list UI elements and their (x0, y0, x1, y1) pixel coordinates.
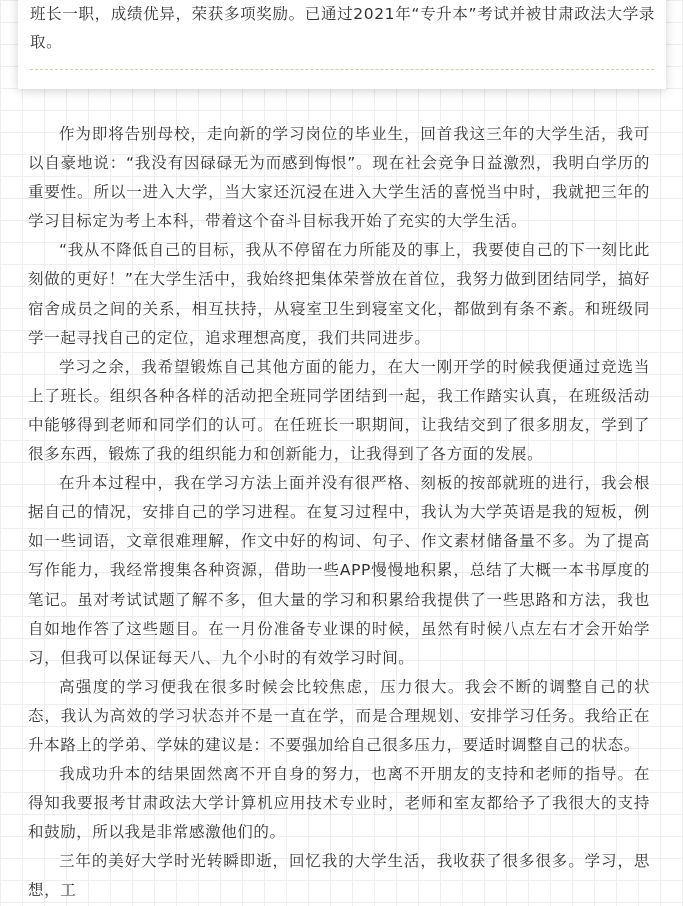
intro-card (18, 0, 666, 89)
paragraph: 在升本过程中，我在学习方法上面并没有很严格、刻板的按部就班的进行，我会根据自己的情况，安排自己的学习进程。在复习过程中，我认为大学英语是我的短板，例如一些词语，文章很难理解，作文中好的构词、句子、作文素材储备量不多。为了提高写作能力，我经常搜集各种资源，借助一些APP慢慢地积累，总结了大概一本书厚度的笔记。虽对考试试题了解不多，但大量的学习和积累给我提供了一些思路和方法，我也自如地作答了这些题目。在一月份准备专业课的时候，虽然有时候八点左右才会开始学习，但我可以保证每天八、九个小时的有效学习时间。 (28, 474, 650, 667)
paragraph: “我从不降低自己的目标，我从不停留在力所能及的事上，我要使自己的下一刻比此刻做的更好！”在大学生活中，我始终把集体荣誉放在首位，我努力做到团结同学，搞好宿舍成员之间的关系，相互扶持，从寝室卫生到寝室文化，都做到有条不紊。和班级同学一起寻找自己的定位，追求理想高度，我们共同进步。 (28, 241, 650, 347)
paragraph: 学习之余，我希望锻炼自己其他方面的能力，在大一刚开学的时候我便通过竞选当上了班长。组织各种各样的活动把全班同学团结到一起，我工作踏实认真，在班级活动中能够得到老师和同学们的认可。在任班长一职期间，让我结交到了很多朋友，学到了很多东西，锻炼了我的组织能力和创新能力，让我得到了各方面的发展。 (28, 357, 650, 464)
paragraph: 高强度的学习便我在很多时候会比较焦虑，压力很大。我会不断的调整自己的状态，我认为高效的学习状态并不是一直在学，而是合理规划、安排学习任务。我给正在升本路上的学弟、学妹的建议是：不要强加给自己很多压力，要适时调整自己的状态。 (28, 677, 650, 754)
dashed-divider (30, 69, 654, 70)
intro-card-text: 班长一职，成绩优异，荣获多项奖励。已通过2021年“专升本”考试并被甘肃政法大学录取。 (30, 5, 655, 51)
paragraph: 我成功升本的结果固然离不开自身的努力，也离不开朋友的支持和老师的指导。在得知我要报考甘肃政法大学计算机应用技术专业时，老师和室友都给予了我很大的支持和鼓励，所以我是非常感激他们的。 (28, 765, 650, 842)
paragraph: 作为即将告别母校，走向新的学习岗位的毕业生，回首我这三年的大学生活，我可以自豪地说：“我没有因碌碌无为而感到悔恨”。现在社会竞争日益激烈，我明白学历的重要性。所以一进入大学，当大家还沉浸在进入大学生活的喜悦当中时，我就把三年的学习目标定为考上本科，带着这个奋斗目标我开始了充实的大学生活。 (28, 125, 650, 231)
article-body (28, 120, 650, 906)
paragraph: 三年的美好大学时光转瞬即逝，回忆我的大学生活，我收获了很多很多。学习，思想，工 (28, 852, 650, 900)
